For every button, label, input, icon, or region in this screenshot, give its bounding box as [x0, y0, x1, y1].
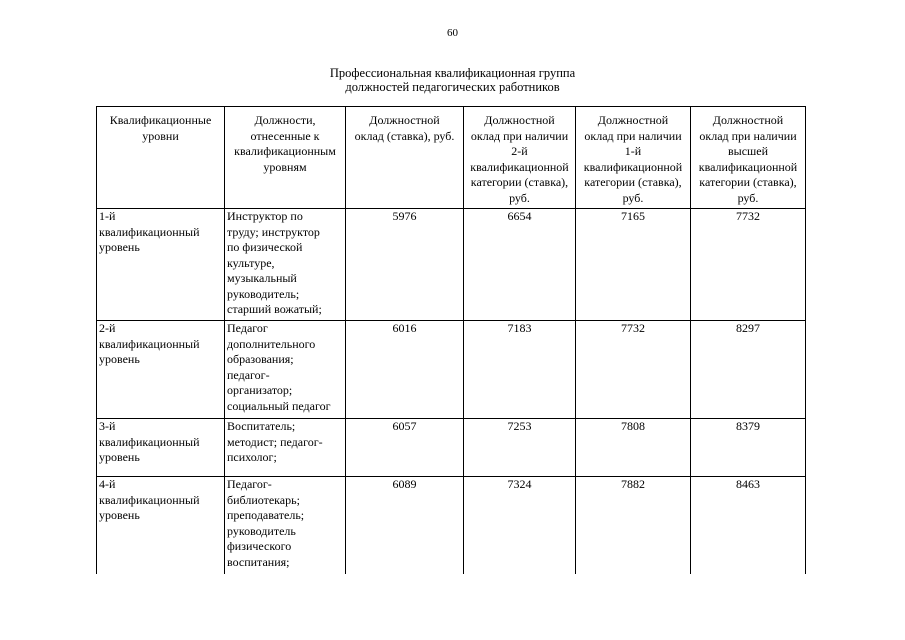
page-number: 60 [447, 27, 458, 39]
level-cell: 4-й квалификационный уровень [97, 477, 225, 574]
table-row [97, 209, 806, 321]
base-salary-cell: 5976 [346, 209, 464, 321]
base-salary-cell: 6016 [346, 321, 464, 419]
base-salary-cell: 6089 [346, 477, 464, 574]
document-title [0, 66, 905, 94]
positions-cell: Воспитатель; методист; педагог- психолог; [225, 419, 346, 477]
header-salary-category-2: Должностной оклад при наличии 2-й квалификационной категории (ставка), руб. [464, 107, 576, 209]
cat1-salary-cell: 7808 [576, 419, 691, 477]
cat2-salary-cell: 6654 [464, 209, 576, 321]
positions-cell: Педагог дополнительного образования; педагог- организатор; социальный педагог [225, 321, 346, 419]
level-cell: 3-й квалификационный уровень [97, 419, 225, 477]
cat1-salary-cell: 7165 [576, 209, 691, 321]
cat2-salary-cell: 7253 [464, 419, 576, 477]
cat1-salary-cell: 7882 [576, 477, 691, 574]
cat2-salary-cell: 7324 [464, 477, 576, 574]
top-salary-cell: 7732 [691, 209, 806, 321]
salary-table [96, 106, 806, 574]
header-salary-category-1: Должностной оклад при наличии 1-й квалификационной категории (ставка), руб. [576, 107, 691, 209]
header-salary-top-category: Должностной оклад при наличии высшей квалификационной категории (ставка), руб. [691, 107, 806, 209]
table-row [97, 477, 806, 574]
top-salary-cell: 8379 [691, 419, 806, 477]
header-qualification-levels: Квалификационные уровни [97, 107, 225, 209]
cat2-salary-cell: 7183 [464, 321, 576, 419]
top-salary-cell: 8297 [691, 321, 806, 419]
cat1-salary-cell: 7732 [576, 321, 691, 419]
level-cell: 1-й квалификационный уровень [97, 209, 225, 321]
header-positions: Должности, отнесенные к квалификационным уровням [225, 107, 346, 209]
positions-cell: Педагог- библиотекарь; преподаватель; руководитель физического воспитания; [225, 477, 346, 574]
level-cell: 2-й квалификационный уровень [97, 321, 225, 419]
title-line-2: должностей педагогических работников [345, 80, 560, 94]
table-row [97, 321, 806, 419]
title-line-1: Профессиональная квалификационная группа [329, 66, 576, 80]
positions-cell: Инструктор по труду; инструктор по физической культуре, музыкальный руководитель; старший вожатый; [225, 209, 346, 321]
top-salary-cell: 8463 [691, 477, 806, 574]
header-base-salary: Должностной оклад (ставка), руб. [346, 107, 464, 209]
table-header-row [97, 107, 806, 209]
table-row [97, 419, 806, 477]
base-salary-cell: 6057 [346, 419, 464, 477]
